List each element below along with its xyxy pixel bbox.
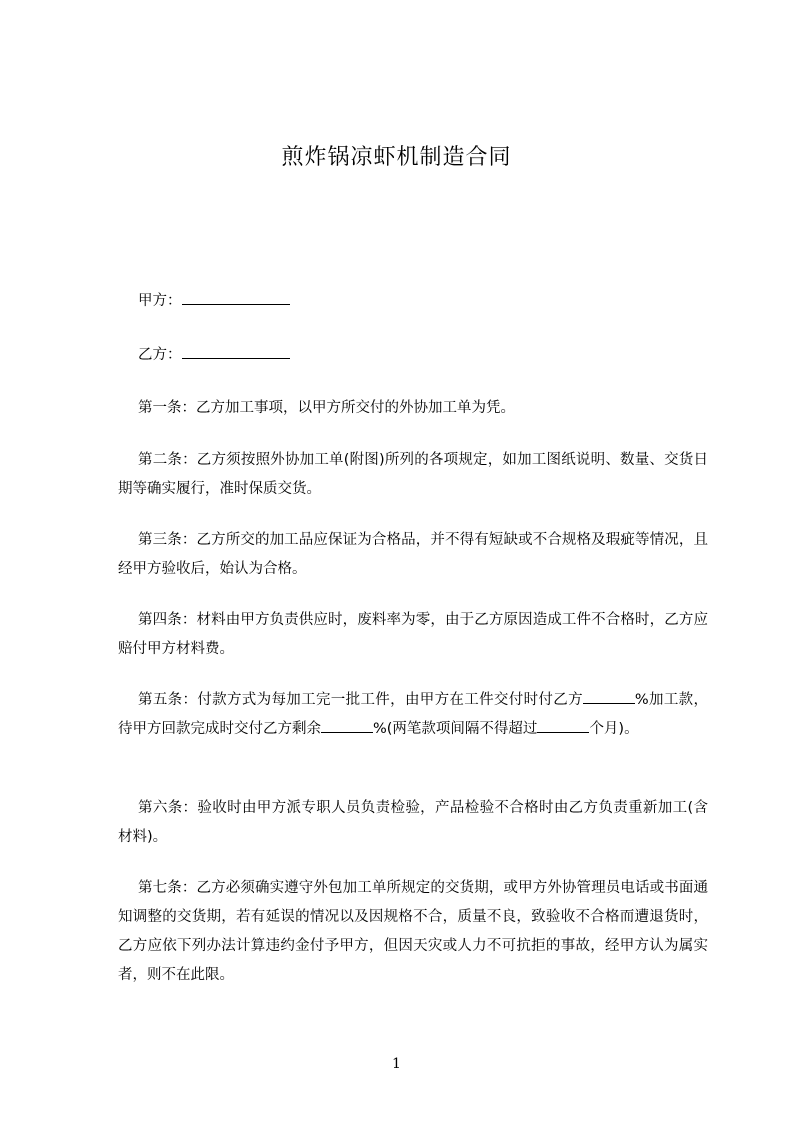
clause-5-blank-2 [321,719,373,733]
document-title: 煎炸锅凉虾机制造合同 [281,145,512,170]
clause-3: 第三条：乙方所交的加工品应保证为合格品，并不得有短缺或不合规格及瑕疵等情况，且经甲方验收后，始认为合格。 [118,532,708,577]
party-a-line [138,290,290,311]
party-b-blank [182,344,290,359]
party-b-label: 乙方： [138,347,182,363]
clause-7: 第七条：乙方必须确实遵守外包加工单所规定的交货期，或甲方外协管理员电话或书面通知调整的交货期，若有延误的情况以及因规格不合，质量不良，致验收不合格而遭退货时，乙方应依下列办法计算违约金付予甲方，但因天灾或人力不可抗拒的事故，经甲方认为属实者，则不在此限。 [118,880,708,983]
clause-5-part-1: 第五条：付款方式为每加工完一批工件，由甲方在工件交付时付乙方 [138,692,583,708]
clause-5-part-3: %(两笔款项间隔不得超过 [373,721,538,737]
clause-5-part-2: %加工款，待甲方回款完成时交付乙方剩余 [118,692,709,737]
clause-4: 第四条：材料由甲方负责供应时，废料率为零，由于乙方原因造成工件不合格时，乙方应赔付甲方材料费。 [118,612,708,657]
clause-2: 第二条：乙方须按照外协加工单(附图)所列的各项规定，如加工图纸说明、数量、交货日期等确实履行，准时保质交货。 [118,452,708,497]
clause-5 [118,686,708,744]
party-a-label: 甲方： [138,293,182,309]
clause-6: 第六条：验收时由甲方派专职人员负责检验，产品检验不合格时由乙方负责重新加工(含材料)。 [118,800,708,845]
party-b-line [138,344,290,365]
clause-5-part-4: 个月)。 [589,721,639,737]
page-number: 1 [392,1056,401,1072]
clause-5-blank-3 [537,719,589,733]
party-a-blank [182,290,290,305]
clause-1: 第一条：乙方加工事项，以甲方所交付的外协加工单为凭。 [138,400,515,416]
clause-5-blank-1 [583,690,635,704]
